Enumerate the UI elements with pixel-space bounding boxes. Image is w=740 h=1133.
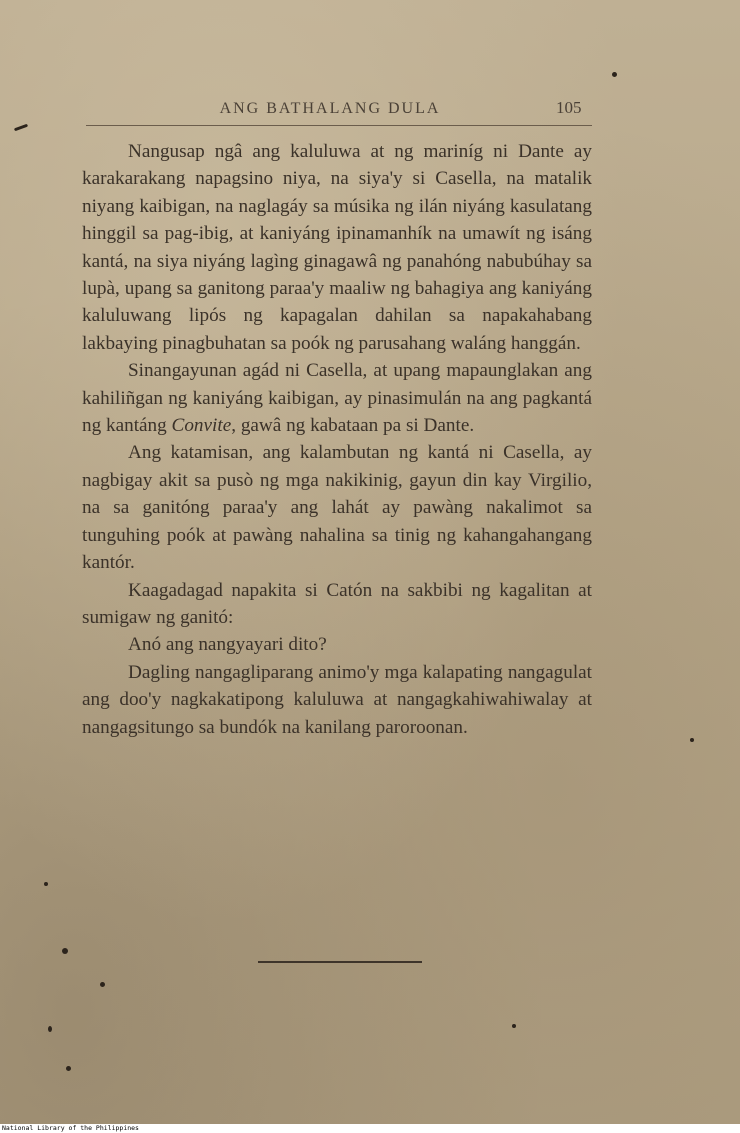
ink-speck bbox=[690, 738, 694, 742]
paragraph: Nangusap ngâ ang kaluluwa at ng mariníg ni Dante ay karakarakang napagsino niya, na siya'y si Casella, na matalik niyang kaibigan, na naglagáy sa músika ng ilán niyáng kasulatang hinggil sa pag-ibig, at kaniyáng ipinamanhík na umawít ng isáng kantá, na siya niyáng lagìng ginagawâ ng panahóng nabubúhay sa lupà, upang sa ganitong paraa'y maaliw ng bahagiya ang kaniyáng kaluluwang lipós ng kapagalan dahilan sa napakahabang lakbaying pinagbuhatan sa poók ng parusahang waláng hanggán. bbox=[82, 141, 592, 354]
ink-speck bbox=[66, 1066, 71, 1071]
ink-speck bbox=[14, 124, 28, 132]
paragraph: Anó ang nangyayari dito? bbox=[128, 634, 327, 656]
paragraph-text: , gawâ ng kabataan pa si Dante. bbox=[231, 415, 475, 437]
page-number: 105 bbox=[556, 98, 582, 117]
paragraph: Kaagadagad napakita si Catón na sakbibi ng kagalitan at sumigaw ng ganitó: bbox=[82, 579, 592, 628]
paragraph: Ang katamisan, ang kalambutan ng kantá ni Casella, ay nagbigay akit sa pusò ng mga nakikinig, gayun din kay Virgilio, na sa ganitóng paraa'y ang lahát ay pawàng nakalimot sa tunguhing poók at pawàng nahalina sa tinig ng kahangahangang kantór. bbox=[82, 442, 592, 574]
paragraph: Dagling nangagliparang animo'y mga kalapating nangagulat ang doo'y nagkakatipong kaluluwa at nangagkahiwahiwalay at nangagsitungo sa bundók na kanilang paroroonan. bbox=[82, 661, 592, 738]
ink-speck bbox=[48, 1026, 52, 1032]
end-rule bbox=[258, 961, 422, 963]
ink-speck bbox=[512, 1024, 516, 1028]
header-rule bbox=[86, 125, 592, 126]
ink-speck bbox=[62, 948, 68, 954]
paragraph-text: Sinangayunan agád ni Casella, at upang mapaunglakan ang kahiliñgan ng kaniyáng kaibigan, ay pinasimulán na ang pagkantá ng kantáng bbox=[82, 360, 592, 437]
song-title: Convite bbox=[171, 415, 232, 437]
ink-speck bbox=[100, 982, 105, 987]
ink-speck bbox=[612, 72, 617, 77]
body-text bbox=[82, 138, 592, 741]
running-head: ANG BATHALANG DULA bbox=[219, 100, 441, 117]
paragraph bbox=[82, 357, 592, 439]
footer-credit: National Library of the Philippines bbox=[2, 1124, 139, 1132]
ink-speck bbox=[44, 882, 48, 886]
